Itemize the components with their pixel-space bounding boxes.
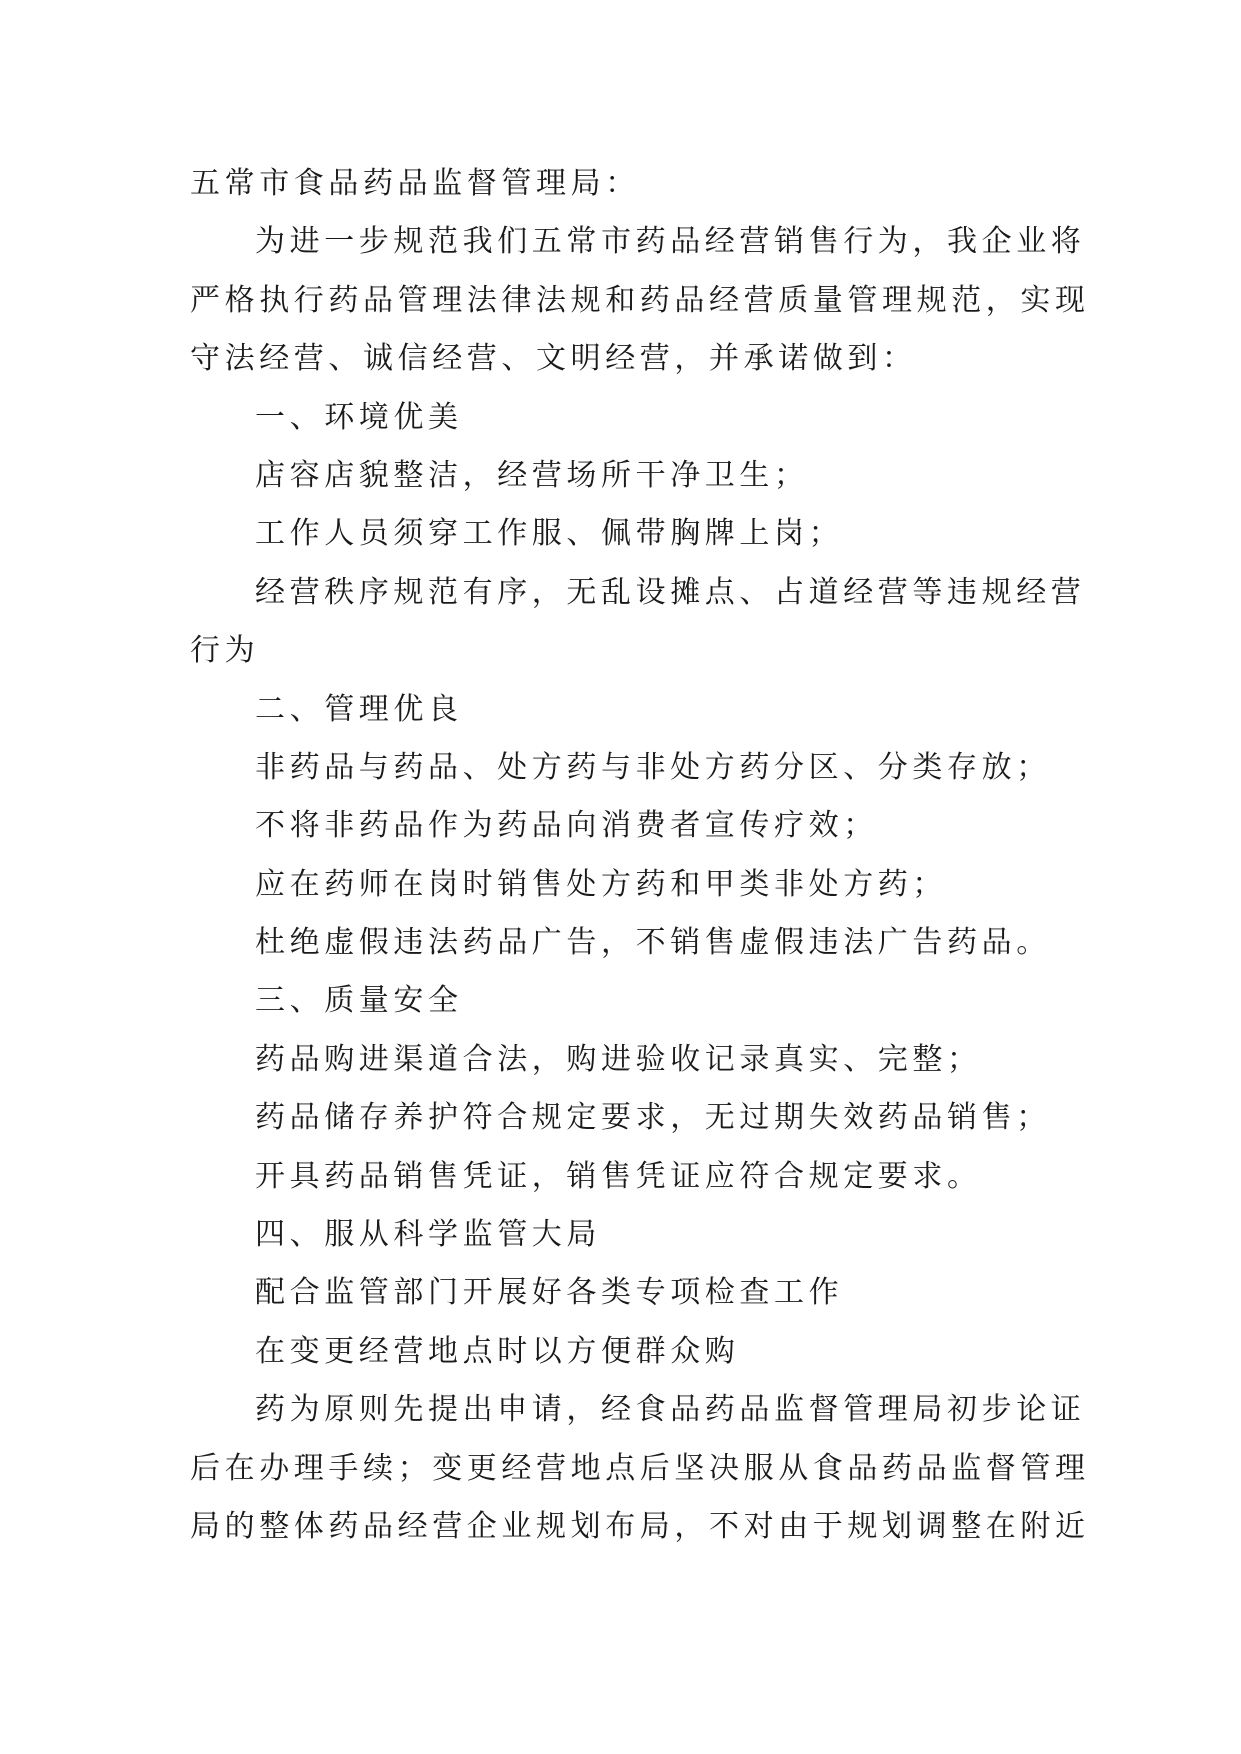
paragraph-line: 药品购进渠道合法，购进验收记录真实、完整；: [255, 1041, 982, 1077]
section-heading: 二、管理优良: [255, 691, 463, 727]
paragraph-line: 严格执行药品管理法律法规和药品经营质量管理规范，实现: [190, 282, 1090, 318]
section-heading: 三、质量安全: [255, 983, 463, 1019]
paragraph-line: 经营秩序规范有序，无乱设摊点、占道经营等违规经营: [255, 574, 1086, 610]
paragraph-line: 药品储存养护符合规定要求，无过期失效药品销售；: [255, 1100, 1051, 1136]
paragraph-line: 在变更经营地点时以方便群众购: [255, 1333, 740, 1369]
paragraph-line: 店容店貌整洁，经营场所干净卫生；: [255, 457, 809, 493]
paragraph-line: 应在药师在岗时销售处方药和甲类非处方药；: [255, 866, 947, 902]
salutation-line: 五常市食品药品监督管理局：: [190, 166, 640, 201]
paragraph-line: 药为原则先提出申请，经食品药品监督管理局初步论证: [255, 1392, 1086, 1428]
paragraph-line: 后在办理手续；变更经营地点后坚决服从食品药品监督管理: [190, 1450, 1090, 1486]
paragraph-line: 杜绝虚假违法药品广告，不销售虚假违法广告药品。: [255, 925, 1051, 961]
paragraph-line: 工作人员须穿工作服、佩带胸牌上岗；: [255, 516, 844, 552]
paragraph-line: 行为: [190, 633, 260, 669]
section-heading: 一、环境优美: [255, 399, 463, 435]
paragraph-line: 配合监管部门开展好各类专项检查工作: [255, 1275, 844, 1311]
paragraph-line: 守法经营、诚信经营、文明经营，并承诺做到：: [190, 341, 917, 377]
paragraph-line: 为进一步规范我们五常市药品经营销售行为，我企业将: [255, 224, 1086, 260]
document-body: [190, 155, 1090, 1556]
paragraph-line: 不将非药品作为药品向消费者宣传疗效；: [255, 808, 878, 844]
paragraph-line: 局的整体药品经营企业规划布局，不对由于规划调整在附近: [190, 1508, 1090, 1544]
section-heading: 四、服从科学监管大局: [255, 1217, 601, 1253]
paragraph-line: 开具药品销售凭证，销售凭证应符合规定要求。: [255, 1158, 982, 1194]
paragraph-line: 非药品与药品、处方药与非处方药分区、分类存放；: [255, 749, 1051, 785]
